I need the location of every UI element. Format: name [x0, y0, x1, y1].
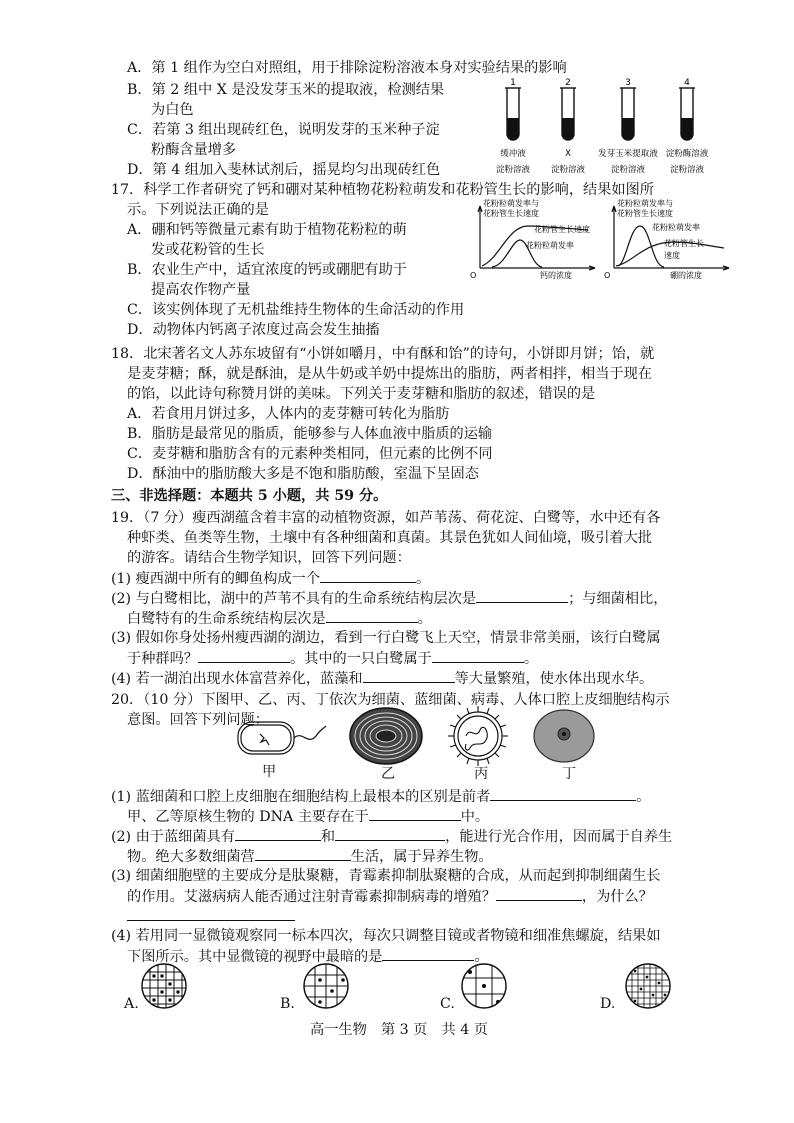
answer-blank[interactable] [496, 886, 582, 901]
q20-part4-text-b: 下图所示。其中显微镜的视野中最暗的是 [127, 949, 383, 965]
q17-option-b-line2: 提高农作物产量 [151, 282, 251, 298]
q20-part3-text-c: ，为什么？ [581, 889, 653, 905]
q20-part3-line2 [127, 886, 653, 907]
q20-part1-text-a: (1) 蓝细菌和口腔上皮细胞在细胞结构上最根本的区别是前者 [111, 789, 491, 805]
tube-label-top: X [565, 149, 571, 159]
boron-curve-label-a: 花粉粒萌发率 [652, 223, 700, 232]
q20-part1-text-b: 甲、乙等原核生物的 DNA 主要存在于 [127, 809, 369, 825]
q17-option-a-line2: 发或花粉管的生长 [151, 242, 265, 258]
calcium-graph [470, 196, 600, 280]
calcium-curve-label-b: 花粉粒萌发率 [526, 241, 574, 250]
q16-option-b-line2: 为白色 [151, 102, 194, 118]
q20-part4-line1: (4) 若用同一显微镜观察同一标本四次，每次只调整目镜或者物镜和细准焦螺旋，结果如 [111, 928, 661, 944]
tube-label-top: 发芽玉米提取液 [598, 149, 658, 159]
microscope-option-d-label: D. [600, 996, 616, 1012]
q19-part2-text-a: (2) 与白鹭相比，湖中的芦苇不具有的生命系统结构层次是 [111, 591, 477, 607]
cell-label-ding: 丁 [562, 766, 577, 782]
q17-option-b-line1: B．农业生产中，适宜浓度的钙或硼肥有助于 [127, 262, 407, 278]
answer-blank[interactable] [490, 786, 636, 801]
q17-option-c: C．该实例体现了无机盐维持生物体的生命活动的作用 [127, 302, 465, 318]
q16-option-c-line2: 粉酶含量增多 [151, 142, 237, 158]
q16-option-b-line1: B．第 2 组中 X 是没发芽玉米的提取液，检测结果 [127, 82, 445, 98]
answer-blank[interactable] [326, 608, 418, 623]
q19-part4-text-a: (4) 若一湖泊出现水体富营养化，蓝藻和 [111, 671, 363, 687]
answer-blank[interactable] [335, 826, 445, 841]
q20-part1-end: 。 [636, 789, 651, 805]
q19-stem-line1: 19．（7 分）瘦西湖蕴含着丰富的动植物资源，如芦苇荡、荷花淀、白鹭等，水中还有各 [111, 510, 661, 526]
tube-label-top: 缓冲液 [500, 149, 526, 159]
q19-part3-text-c: 。其中的一只白鹭属于 [289, 651, 432, 667]
answer-blank[interactable] [198, 648, 290, 663]
q16-option-c-line1: C．若第 3 组出现砖红色，说明发芽的玉米种子淀 [127, 122, 440, 138]
q17-stem-line2: 示。下列说法正确的是 [127, 202, 269, 218]
q17-option-d: D．动物体内钙离子浓度过高会发生抽搐 [127, 322, 380, 338]
bacterium-figure [238, 722, 326, 754]
calcium-origin: O [470, 271, 477, 280]
boron-curve-label-b2: 速度 [664, 251, 680, 260]
answer-blank[interactable] [432, 648, 524, 663]
answer-blank[interactable] [235, 826, 321, 841]
calcium-curve-label-a: 花粉管生长速度 [534, 225, 590, 234]
q19-part1-end: 。 [416, 571, 431, 587]
q17-option-a-line1: A．硼和钙等微量元素有助于植物花粉粒的萌 [127, 222, 407, 238]
q16-option-d: D．第 4 组加入斐林试剂后，摇晃均匀出现砖红色 [127, 162, 441, 178]
q19-part1-text: (1) 瘦西湖中所有的鲫鱼构成一个 [111, 571, 321, 587]
calcium-xlabel: 钙的浓度 [540, 271, 572, 280]
answer-blank[interactable] [320, 568, 416, 583]
q20-part2-text-b: 和 [320, 829, 336, 845]
answer-blank[interactable] [255, 846, 351, 861]
page-footer: 高一生物 第 3 页 共 4 页 [310, 1022, 488, 1038]
calcium-ylabel-2: 花粉管生长速度 [483, 209, 539, 218]
epithelial-cell-figure [534, 710, 594, 762]
boron-ylabel-1: 花粉粒萌发率与 [617, 199, 673, 208]
cell-label-bing: 丙 [474, 766, 489, 782]
tube-number: 1 [510, 78, 516, 88]
q19-part4-text-b: 等大量繁殖，使水体出现水华。 [454, 671, 654, 687]
q18-option-b: B．脂肪是最常见的脂质，能够参与人体血液中脂质的运输 [127, 426, 493, 442]
tube-number: 2 [565, 78, 571, 88]
q19-part2-text-b: ；与细菌相比， [568, 591, 668, 607]
q19-part2-line1 [111, 588, 667, 609]
q20-part1-line1 [111, 786, 651, 807]
q19-part3-line1: (3) 假如你身处扬州瘦西湖的湖边，看到一行白鹭飞上天空，情景非常美丽，该行白鹭属 [111, 630, 661, 646]
microscope-option-a-label: A. [124, 996, 139, 1012]
boron-origin: O [604, 271, 611, 280]
q20-part1-b-end: 中。 [460, 809, 490, 825]
q18-option-c: C．麦芽糖和脂肪含有的元素种类相同，但元素的比例不同 [127, 446, 493, 462]
q19-part2-line2 [127, 608, 432, 629]
q17-stem-line1: 17．科学工作者研究了钙和硼对某种植物花粉粒萌发和花粉管生长的影响，结果如图所 [111, 182, 654, 198]
tube-number: 3 [625, 78, 631, 88]
q20-stem-line2: 意图。回答下列问题： [127, 712, 269, 728]
q18-stem-line3: 的馅，以此诗句称赞月饼的美味。下列关于麦芽糖和脂肪的叙述，错误的是 [127, 386, 596, 402]
boron-xlabel: 硼的浓度 [670, 271, 702, 280]
q19-part3-line2 [127, 648, 538, 669]
q19-part3-text-b: 于种群吗？ [127, 651, 198, 667]
tube-label-bottom: 淀粉溶液 [610, 165, 646, 175]
q20-part2-text-d: 物。绝大多数细菌营 [127, 849, 255, 865]
tube-label-top: 淀粉酶溶液 [665, 149, 709, 159]
q18-stem-line2: 是麦芽糖；酥，就是酥油，是从牛奶或羊奶中提炼出的脂肪，两者相拌，相当于现在 [127, 366, 652, 382]
q20-part2-text-e: 生活，属于异养生物。 [350, 849, 493, 865]
answer-blank[interactable] [382, 946, 474, 961]
q20-part3-line3 [127, 906, 295, 927]
q19-part2-end: 。 [417, 611, 432, 627]
q20-part2-text-a: (2) 由于蓝细菌具有 [111, 829, 235, 845]
q19-part3-end: 。 [523, 651, 539, 667]
cell-label-yi: 乙 [381, 766, 396, 782]
q20-part3-text-b: 的作用。艾滋病病人能否通过注射青霉素抑制病毒的增殖？ [127, 889, 496, 905]
q20-part4-end: 。 [474, 949, 489, 965]
q18-option-a: A．若食用月饼过多，人体内的麦芽糖可转化为脂肪 [127, 406, 450, 422]
boron-ylabel-2: 花粉管生长速度 [617, 209, 673, 218]
q19-part1 [111, 568, 430, 589]
calcium-ylabel-1: 花粉粒萌发率与 [483, 199, 539, 208]
cell-label-jia: 甲 [262, 764, 277, 780]
tube-label-bottom: 淀粉溶液 [550, 165, 586, 175]
microscope-fields [140, 962, 680, 1014]
q19-stem-line3: 的游客。请结合生物学知识，回答下列问题： [127, 550, 411, 566]
section-heading: 三、非选择题：本题共 5 小题，共 59 分。 [111, 488, 388, 504]
cyanobacterium-figure [350, 708, 422, 764]
answer-blank[interactable] [476, 588, 568, 603]
q20-part3-line1: (3) 细菌细胞壁的主要成分是肽聚糖，青霉素抑制肽聚糖的合成，从而起到抑制细菌生长 [111, 868, 661, 884]
answer-blank[interactable] [363, 668, 455, 683]
cell-diagrams [230, 700, 610, 782]
tube-label-bottom: 淀粉溶液 [495, 165, 531, 175]
answer-blank[interactable] [369, 806, 461, 821]
q20-part2-text-c: ，能进行光合作用，因而属于自养生 [445, 829, 673, 845]
microscope-option-b-label: B. [280, 996, 295, 1012]
q16-option-a: A．第 1 组作为空白对照组，用于排除淀粉溶液本身对实验结果的影响 [127, 60, 567, 76]
tube-number: 4 [684, 78, 690, 88]
q20-part2-line1 [111, 826, 672, 847]
q20-part2-line2 [127, 846, 493, 867]
boron-graph [604, 196, 734, 280]
q19-stem-line2: 种虾类、鱼类等生物，土壤中有各种细菌和真菌。其景色犹如人间仙境，吸引着大批 [127, 530, 652, 546]
boron-curve-label-b1: 花粉管生长 [664, 239, 704, 248]
answer-blank[interactable] [127, 906, 295, 921]
q18-option-d: D．酥油中的脂肪酸大多是不饱和脂肪酸，室温下呈固态 [127, 466, 479, 482]
q19-part2-text-c: 白鹭特有的生命系统结构层次是 [127, 611, 326, 627]
q18-stem-line1: 18．北宋著名文人苏东坡留有“小饼如嚼月，中有酥和饴”的诗句，小饼即月饼；饴，就 [111, 346, 655, 362]
tube-label-bottom: 淀粉溶液 [669, 165, 705, 175]
microscope-option-c-label: C. [440, 996, 455, 1012]
q19-part4 [111, 668, 653, 689]
q20-stem-line1: 20．（10 分）下图甲、乙、丙、丁依次为细菌、蓝细菌、病毒、人体口腔上皮细胞结构示 [111, 692, 670, 708]
test-tubes-figure [485, 78, 725, 176]
virus-figure [448, 706, 508, 766]
q20-part1-line2 [127, 806, 489, 827]
